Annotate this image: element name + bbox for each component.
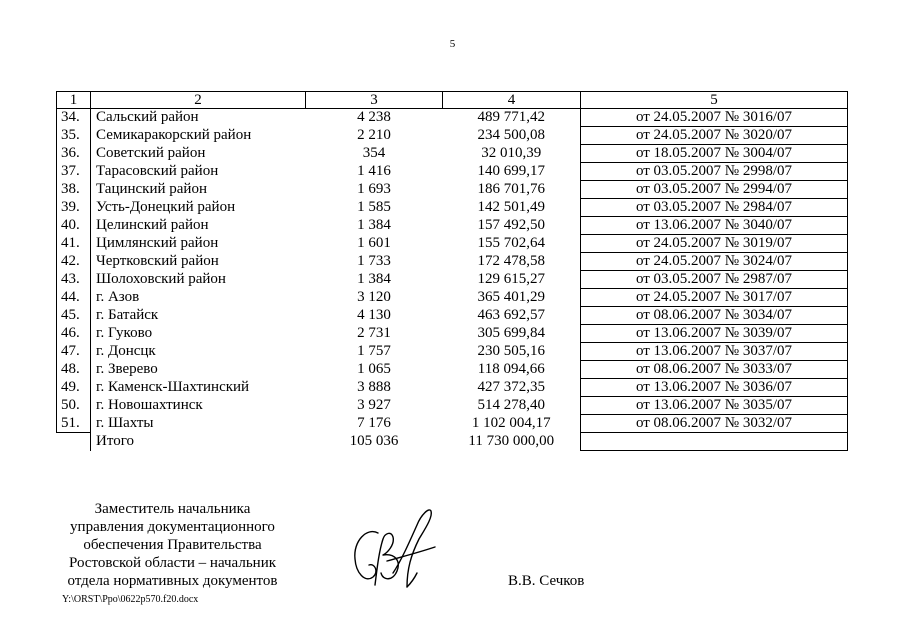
amount: 118 094,66 xyxy=(477,361,545,377)
decree-reference: от 13.06.2007 № 3037/07 xyxy=(581,343,848,361)
district-name: Семикаракорский район xyxy=(96,127,252,143)
district-name: Усть-Донецкий район xyxy=(96,199,236,215)
row-number: 46. xyxy=(57,325,91,343)
population-count: 4 130 xyxy=(357,307,391,323)
amount: 463 692,57 xyxy=(477,307,545,323)
position-line: Заместитель начальника xyxy=(94,501,251,517)
table-row xyxy=(57,289,848,307)
population-count: 1 384 xyxy=(357,217,391,233)
amount: 172 478,58 xyxy=(477,253,545,269)
table-row xyxy=(57,127,848,145)
table-row xyxy=(57,325,848,343)
table-row xyxy=(57,145,848,163)
table-row xyxy=(57,235,848,253)
position-line: управления документационного xyxy=(70,519,275,535)
amount: 365 401,29 xyxy=(477,289,545,305)
decree-reference: от 13.06.2007 № 3035/07 xyxy=(581,397,848,415)
population-count: 2 731 xyxy=(357,325,391,341)
decree-reference: от 03.05.2007 № 2984/07 xyxy=(581,199,848,217)
district-name: Чертковский район xyxy=(96,253,219,269)
column-header-4: 4 xyxy=(443,92,581,109)
district-name: г. Батайск xyxy=(96,307,159,323)
column-header-3: 3 xyxy=(306,92,443,109)
table-header xyxy=(57,92,848,109)
decree-reference: от 13.06.2007 № 3039/07 xyxy=(581,325,848,343)
population-count: 1 416 xyxy=(357,163,391,179)
decree-reference: от 24.05.2007 № 3019/07 xyxy=(581,235,848,253)
decree-reference: от 24.05.2007 № 3016/07 xyxy=(581,109,848,127)
district-name: Тарасовский район xyxy=(96,163,219,179)
population-count: 4 238 xyxy=(357,109,391,126)
amount: 427 372,35 xyxy=(477,379,545,395)
row-number: 43. xyxy=(57,271,91,289)
table-row xyxy=(57,343,848,361)
header-row xyxy=(57,92,848,109)
row-number: 47. xyxy=(57,343,91,361)
total-number-cell xyxy=(57,433,91,451)
table-row xyxy=(57,415,848,433)
table-row xyxy=(57,199,848,217)
row-number: 44. xyxy=(57,289,91,307)
row-number: 50. xyxy=(57,397,91,415)
table-row xyxy=(57,307,848,325)
row-number: 48. xyxy=(57,361,91,379)
row-number: 49. xyxy=(57,379,91,397)
total-decree-cell xyxy=(581,433,848,451)
row-number: 45. xyxy=(57,307,91,325)
total-row xyxy=(57,433,848,451)
district-name: г. Зверево xyxy=(96,361,158,377)
district-name: Шолоховский район xyxy=(96,271,226,287)
decree-reference: от 13.06.2007 № 3040/07 xyxy=(581,217,848,235)
row-number: 40. xyxy=(57,217,91,235)
population-count: 3 888 xyxy=(357,379,391,395)
row-number: 34. xyxy=(57,109,91,127)
row-number: 35. xyxy=(57,127,91,145)
total-count: 105 036 xyxy=(349,433,399,449)
column-header-5: 5 xyxy=(581,92,848,109)
row-number: 36. xyxy=(57,145,91,163)
table-row xyxy=(57,271,848,289)
signature-stroke xyxy=(393,510,431,587)
population-count: 354 xyxy=(362,145,386,161)
population-count: 1 733 xyxy=(357,253,391,269)
row-number: 38. xyxy=(57,181,91,199)
table-row xyxy=(57,397,848,415)
district-name: г. Новошахтинск xyxy=(96,397,203,413)
amount: 129 615,27 xyxy=(477,271,545,287)
signatory-position xyxy=(55,500,290,590)
signature-stroke xyxy=(407,573,417,587)
column-header-2: 2 xyxy=(91,92,306,109)
decree-reference: от 18.05.2007 № 3004/07 xyxy=(581,145,848,163)
amount: 157 492,50 xyxy=(477,217,545,233)
row-number: 37. xyxy=(57,163,91,181)
amount: 305 699,84 xyxy=(477,325,545,341)
position-line: обеспечения Правительства xyxy=(83,537,262,553)
population-count: 1 757 xyxy=(357,343,391,359)
signature-stroke xyxy=(355,532,378,579)
position-line: отдела нормативных документов xyxy=(67,573,278,589)
population-count: 1 693 xyxy=(357,181,391,197)
amount: 489 771,42 xyxy=(477,109,545,126)
row-number: 39. xyxy=(57,199,91,217)
district-name: г. Азов xyxy=(96,289,140,305)
decree-reference: от 08.06.2007 № 3032/07 xyxy=(581,415,848,433)
population-count: 3 120 xyxy=(357,289,391,305)
position-line: Ростовской области – начальник xyxy=(68,555,277,571)
row-number: 41. xyxy=(57,235,91,253)
amount: 140 699,17 xyxy=(477,163,545,179)
amount: 230 505,16 xyxy=(477,343,545,359)
page-number: 5 xyxy=(449,38,456,50)
table-row xyxy=(57,253,848,271)
total-section xyxy=(57,433,848,451)
amount: 155 702,64 xyxy=(477,235,545,251)
district-name: Сальский район xyxy=(96,109,199,126)
amount: 234 500,08 xyxy=(477,127,545,143)
district-name: г. Шахты xyxy=(96,415,154,431)
decree-reference: от 24.05.2007 № 3020/07 xyxy=(581,127,848,145)
decree-reference: от 03.05.2007 № 2994/07 xyxy=(581,181,848,199)
decree-reference: от 03.05.2007 № 2998/07 xyxy=(581,163,848,181)
district-name: Тацинский район xyxy=(96,181,207,197)
signature xyxy=(345,503,440,591)
population-count: 1 384 xyxy=(357,271,391,287)
amount: 514 278,40 xyxy=(477,397,545,413)
total-label: Итого xyxy=(96,433,134,449)
decree-reference: от 03.05.2007 № 2987/07 xyxy=(581,271,848,289)
amount: 186 701,76 xyxy=(477,181,545,197)
table-row xyxy=(57,163,848,181)
population-count: 2 210 xyxy=(357,127,391,143)
table-row xyxy=(57,181,848,199)
decree-reference: от 08.06.2007 № 3034/07 xyxy=(581,307,848,325)
file-path-footer: Y:\ORST\Ppo\0622p570.f20.docx xyxy=(62,594,199,605)
table-row xyxy=(57,379,848,397)
population-count: 7 176 xyxy=(357,415,391,431)
population-count: 1 601 xyxy=(357,235,391,251)
decree-reference: от 24.05.2007 № 3017/07 xyxy=(581,289,848,307)
amount: 1 102 004,17 xyxy=(471,415,551,431)
population-count: 1 585 xyxy=(357,199,391,215)
column-header-1: 1 xyxy=(57,92,91,109)
district-name: Советский район xyxy=(96,145,206,161)
decree-reference: от 24.05.2007 № 3024/07 xyxy=(581,253,848,271)
population-count: 3 927 xyxy=(357,397,391,413)
decree-reference: от 13.06.2007 № 3036/07 xyxy=(581,379,848,397)
table-row xyxy=(57,361,848,379)
district-name: г. Донсцк xyxy=(96,343,156,359)
allocation-table xyxy=(56,91,848,451)
district-name: Целинский район xyxy=(96,217,209,233)
total-amount: 11 730 000,00 xyxy=(468,433,555,449)
district-name: г. Гуково xyxy=(96,325,153,341)
table-row xyxy=(57,109,848,127)
amount: 142 501,49 xyxy=(477,199,545,215)
population-count: 1 065 xyxy=(357,361,391,377)
district-name: г. Каменск-Шахтинский xyxy=(96,379,250,395)
table-row xyxy=(57,217,848,235)
amount: 32 010,39 xyxy=(481,145,542,161)
signatory-name: В.В. Сечков xyxy=(508,573,585,589)
district-name: Цимлянский район xyxy=(96,235,219,251)
decree-reference: от 08.06.2007 № 3033/07 xyxy=(581,361,848,379)
row-number: 42. xyxy=(57,253,91,271)
table-body xyxy=(57,109,848,433)
row-number: 51. xyxy=(57,415,91,433)
